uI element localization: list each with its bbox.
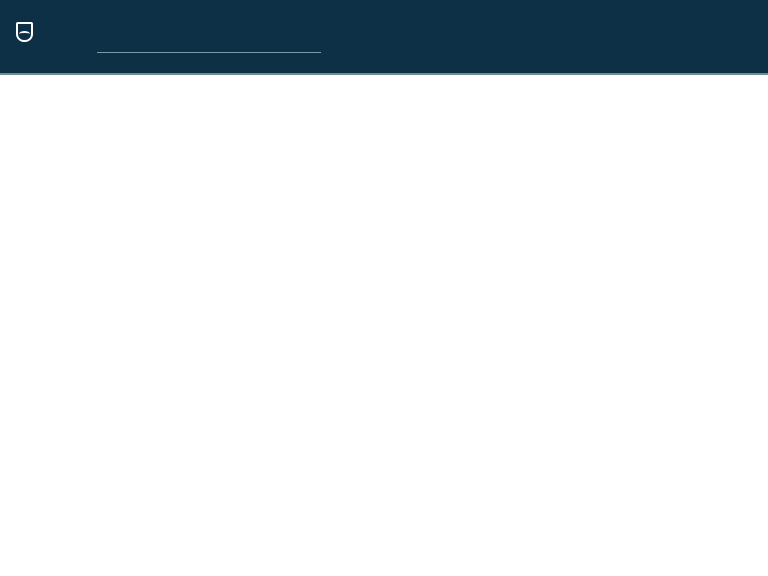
shield-icon bbox=[16, 22, 33, 42]
poster-header bbox=[0, 0, 768, 75]
divider bbox=[97, 52, 320, 53]
university-logo bbox=[16, 22, 38, 42]
